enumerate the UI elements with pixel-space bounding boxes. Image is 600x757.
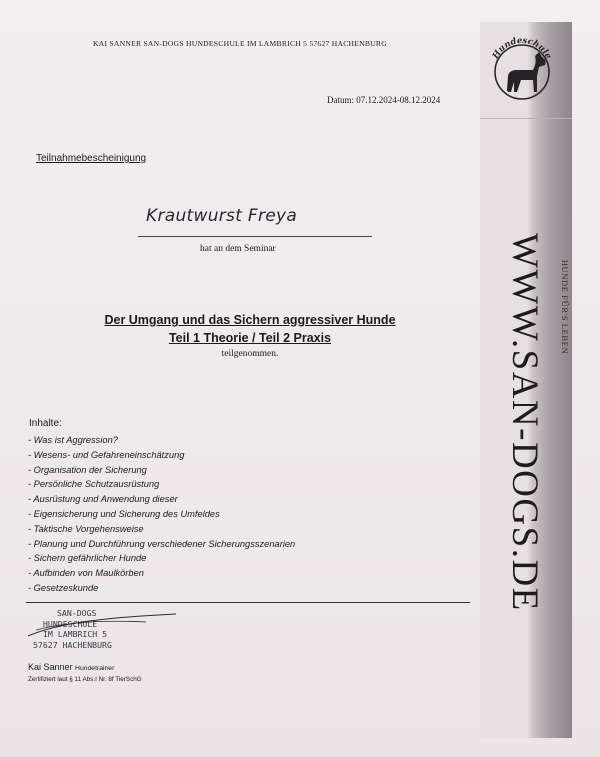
list-item: - Persönliche Schutzausrüstung (28, 479, 160, 490)
document-title: Teilnahmebescheinigung (36, 153, 147, 164)
participant-name: Krautwurst Freya (146, 206, 298, 226)
list-item: - Wesens- und Gefahreneinschätzung (28, 449, 185, 460)
signature-rule (26, 602, 470, 603)
list-item: - Gesetzeskunde (28, 582, 99, 593)
list-item: - Was ist Aggression? (28, 435, 118, 445)
stamp-line: HUNDESCHULE (43, 618, 98, 629)
logo-text: Hundeschule (490, 35, 554, 61)
trainer-name: Kai Sanner (28, 662, 73, 672)
stamp-line: 57627 HACHENBURG (33, 639, 112, 650)
website-url: WWW.SAN-DOGS.DE (504, 233, 545, 612)
list-item: - Ausrüstung und Anwendung dieser (28, 494, 178, 505)
list-item: - Sichern gefährlicher Hunde (28, 553, 147, 564)
seminar-intro: hat an dem Seminar (200, 244, 276, 254)
signature-stroke (26, 610, 186, 640)
list-item: - Organisation der Sicherung (28, 464, 147, 475)
slogan: HUNDE FÜR'S LEBEN (560, 259, 570, 355)
list-item: - Taktische Vorgehensweise (28, 523, 144, 534)
date-range: Datum: 07.12.2024-08.12.2024 (327, 95, 441, 105)
band-divider (480, 118, 572, 119)
name-line (138, 236, 372, 237)
contents-label: Inhalte: (29, 418, 62, 429)
list-item: - Aufbinden von Maulkörben (28, 568, 144, 579)
header-address: KAI SANNER SAN-DOGS HUNDESCHULE IM LAMBRICH 5 57627 HACHENBURG (93, 39, 387, 48)
stamp-line: IM LAMBRICH 5 (43, 629, 108, 639)
stamp-line: SAN-DOGS (57, 608, 97, 618)
participated-text: teilgenommen. (221, 349, 279, 359)
trainer-certification: Zertifiziert laut § 11 Abs.I Nr. 8f TierSchG (28, 676, 142, 683)
list-item: - Planung und Durchführung verschiedener Sicherungsszenarien (28, 538, 296, 549)
contents-list (28, 433, 295, 596)
list-item: - Eigensicherung und Sicherung des Umfeldes (28, 508, 220, 519)
course-title: Der Umgang und das Sichern aggressiver Hunde (104, 313, 396, 327)
svg-text:Hundeschule (490, 36, 553, 62)
trainer-role: Hundetrainer (75, 665, 115, 672)
course-parts: Teil 1 Theorie / Teil 2 Praxis (168, 331, 332, 345)
trainer-signature-block (28, 662, 114, 672)
dog-icon (487, 30, 557, 110)
